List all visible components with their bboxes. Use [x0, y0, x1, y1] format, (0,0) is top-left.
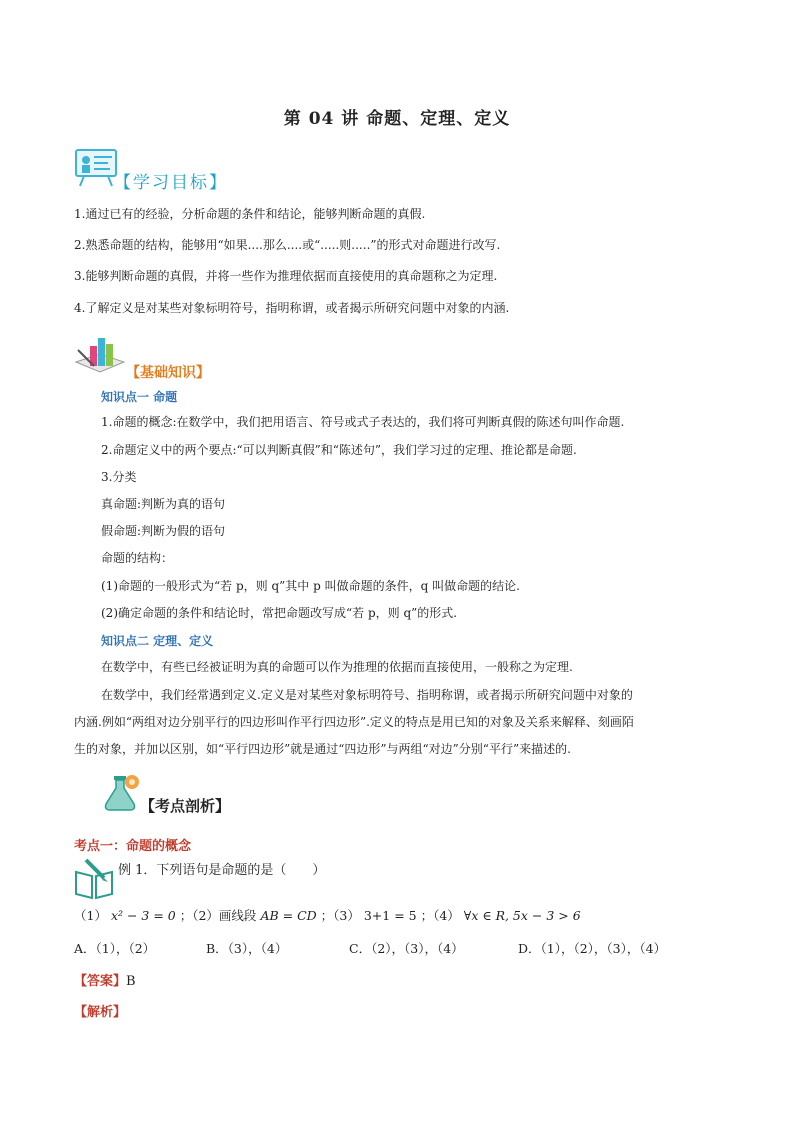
kp2-line-1: 在数学中，有些已经被证明为真的命题可以作为推理的依据而直接使用，一般称之为定理.	[101, 660, 573, 674]
kp2-line-4: 生的对象，并加以区别，如“平行四边形”就是通过“四边形”与两组“对边”分别“平行”来描述的.	[74, 742, 571, 756]
stmt-2-label: ；（2）画线段	[179, 908, 257, 923]
goal-item-1: 1.通过已有的经验，分析命题的条件和结论，能够判断命题的真假.	[74, 207, 426, 221]
stmt-3-expr: 3+1 = 5	[363, 908, 417, 923]
section-heading-basic-knowledge: 【基础知识】	[126, 365, 210, 381]
bar-chart-icon	[74, 332, 126, 376]
stmt-1-expr: x² − 3 = 0	[110, 908, 176, 923]
kp2-line-2: 在数学中，我们经常遇到定义.定义是对某些对象标明符号、指明称谓，或者揭示所研究问题中对象的	[101, 688, 633, 702]
goal-item-3: 3.能够判断命题的真假，并将一些作为推理依据而直接使用的真命题称之为定理.	[74, 269, 498, 283]
answer-row	[74, 970, 136, 989]
stmt-2-expr: AB = CD	[260, 908, 317, 923]
kp1-line-6: 命题的结构：	[101, 551, 174, 565]
option-a: A．（1），（2）	[74, 941, 156, 956]
stmt-3-label: ；（3）	[320, 908, 360, 923]
topic-1-title: 考点一：命题的概念	[74, 839, 192, 854]
kp1-line-8: (2)确定命题的条件和结论时，常把命题改写成“若 p，则 q”的形式.	[101, 606, 458, 620]
kp1-line-1: 1.命题的概念:在数学中，我们把用语言、符号或式子表达的，我们将可判断真假的陈述句叫作命题.	[101, 415, 625, 429]
option-b: B．（3），（4）	[206, 941, 288, 956]
stmt-4-expr: ∀x ∈ R, 5x − 3 > 6	[463, 908, 581, 923]
kp1-line-3: 3.分类	[101, 470, 137, 484]
section-heading-exam-analysis: 【考点剖析】	[140, 797, 231, 815]
kp2-line-3: 内涵.例如“两组对边分别平行的四边形叫作平行四边形”.定义的特点是用已知的对象及关系来解释、刻画陌	[74, 715, 634, 729]
kp1-line-2: 2.命题定义中的两个要点:“可以判断真假”和“陈述句”，我们学习过的定理、推论都是命题.	[101, 443, 577, 457]
section-heading-learning-goals: 【学习目标】	[114, 173, 228, 193]
option-c: C．（2），（3），（4）	[349, 941, 464, 956]
flask-icon	[102, 770, 142, 814]
stmt-1-label: （1）	[74, 908, 107, 923]
answer-value: B	[126, 974, 136, 989]
kp1-line-4: 真命题:判断为真的语句	[101, 497, 226, 511]
book-pen-icon	[72, 858, 116, 900]
stmt-4-label: ；（4）	[420, 908, 460, 923]
knowledge-point-1-title: 知识点一 命题	[101, 390, 178, 404]
answer-label: 【答案】	[74, 974, 127, 989]
kp1-line-5: 假命题:判断为假的语句	[101, 524, 226, 538]
teacher-board-icon	[74, 148, 118, 188]
kp1-line-7: (1)命题的一般形式为“若 p，则 q”其中 p 叫做命题的条件，q 叫做命题的结论.	[101, 579, 520, 593]
analysis-label: 【解析】	[74, 1005, 127, 1020]
example-1-question: 例 1．下列语句是命题的是（ ）	[118, 863, 326, 878]
goal-item-2: 2.熟悉命题的结构，能够用“如果....那么....或“.....则.....”的形式对命题进行改写.	[74, 238, 501, 252]
goal-item-4: 4.了解定义是对某些对象标明符号，指明称谓，或者揭示所研究问题中对象的内涵.	[74, 301, 510, 315]
example-statements	[74, 906, 581, 924]
option-d: D．（1），（2），（3），（4）	[518, 941, 667, 956]
knowledge-point-2-title: 知识点二 定理、定义	[101, 634, 214, 648]
page-title: 第 04 讲 命题、定理、定义	[283, 109, 511, 129]
